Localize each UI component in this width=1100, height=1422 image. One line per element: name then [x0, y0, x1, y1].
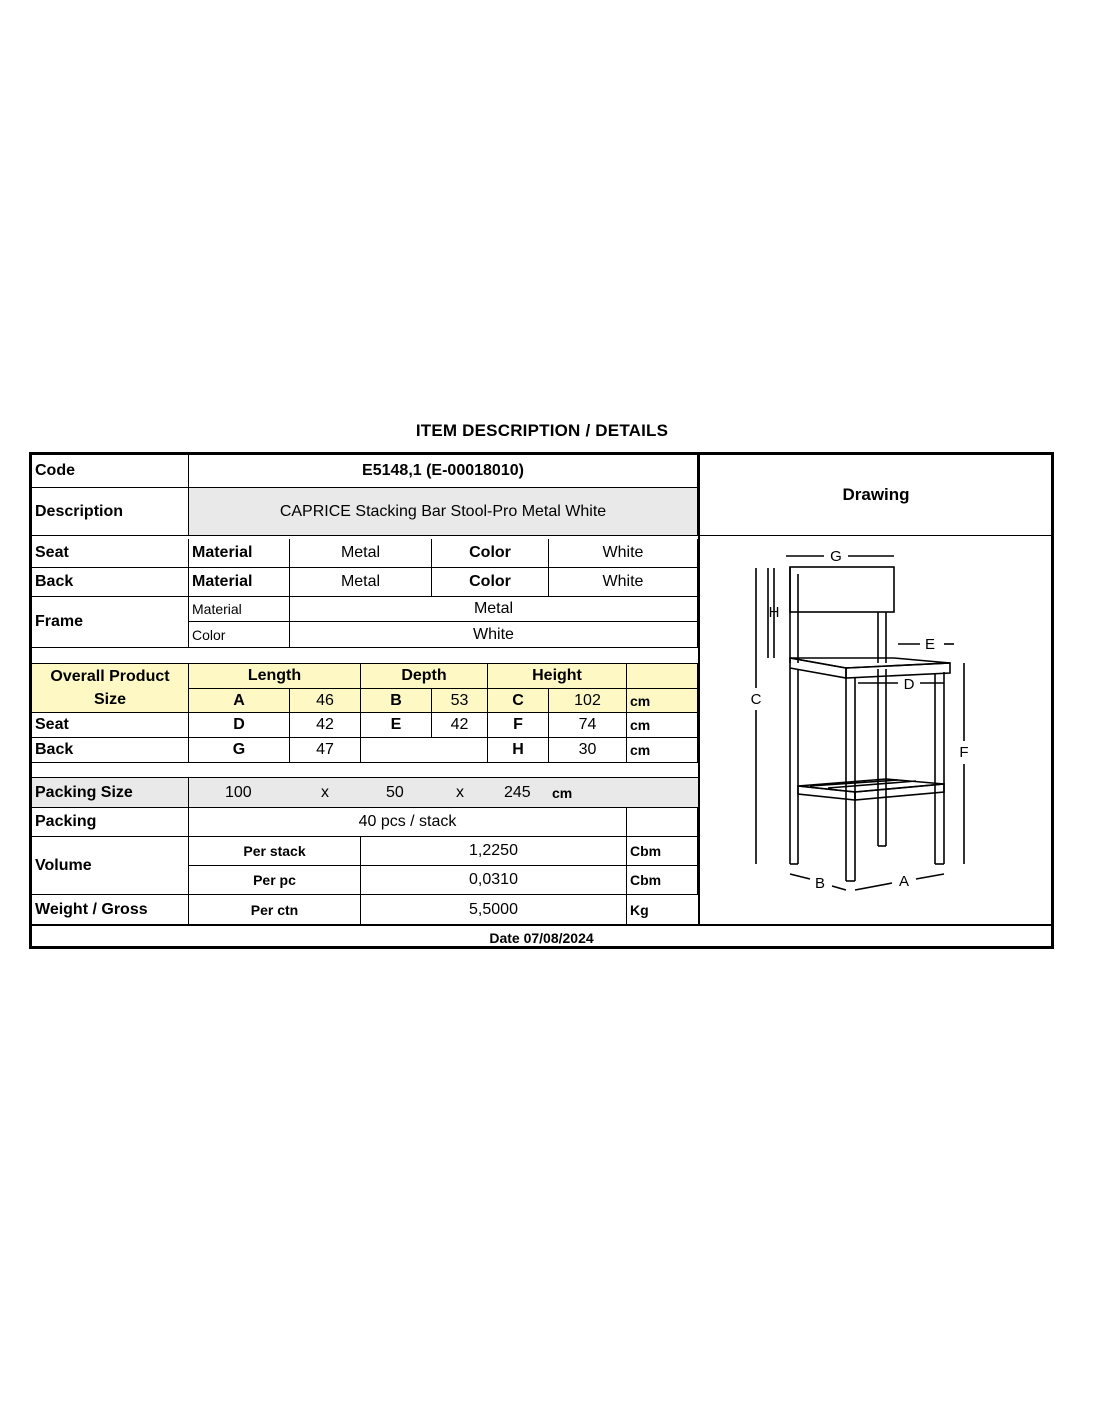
- code-value: E5148,1 (E-00018010): [189, 455, 698, 488]
- weight-unit: Kg: [630, 901, 649, 918]
- dim-b-value: 53: [432, 689, 488, 713]
- dim-e-value: 42: [432, 713, 488, 738]
- packing-size-width: 50: [386, 783, 404, 801]
- overall-size-label-line1: Overall Product: [50, 668, 170, 685]
- dim-c-value: 102: [549, 689, 627, 713]
- empty-back-cell: [361, 738, 488, 763]
- spacer-row: [32, 648, 698, 664]
- packing-label: Packing: [32, 808, 189, 837]
- description-value: CAPRICE Stacking Bar Stool-Pro Metal White: [189, 488, 698, 536]
- per-ctn-value: 5,5000: [361, 895, 627, 924]
- spacer-row-2: [32, 763, 698, 778]
- bar-stool-technical-drawing: [698, 536, 1054, 924]
- per-pc-value: 0,0310: [361, 866, 627, 895]
- empty-header-cell: [627, 664, 698, 689]
- dim-label-b: B: [814, 875, 826, 892]
- back-material-label: Material: [189, 568, 290, 597]
- seat-material-value: Metal: [290, 539, 432, 568]
- packing-size-x1: x: [321, 783, 329, 801]
- per-pc-label: Per pc: [189, 866, 361, 895]
- seat-label: Seat: [32, 539, 189, 568]
- code-label: Code: [32, 455, 189, 488]
- dim-f-value: 74: [549, 713, 627, 738]
- overall-size-label: [32, 664, 189, 713]
- dim-a-key: A: [189, 689, 290, 713]
- seat-material-label: Material: [189, 539, 290, 568]
- overall-unit: cm: [627, 689, 698, 713]
- dim-label-d: D: [903, 676, 915, 693]
- length-label: Length: [189, 664, 361, 689]
- packing-size-length: 100: [225, 783, 252, 801]
- back-material-value: Metal: [290, 568, 432, 597]
- frame-material-value: Metal: [290, 597, 698, 622]
- seat-unit: cm: [627, 713, 698, 738]
- frame-material-label: Material: [189, 597, 290, 622]
- back-unit: cm: [627, 738, 698, 763]
- drawing-label: Drawing: [698, 455, 1054, 536]
- packing-size-height: 245: [504, 783, 531, 801]
- spec-sheet: [29, 452, 1054, 949]
- dim-d-key: D: [189, 713, 290, 738]
- dim-f-key: F: [488, 713, 549, 738]
- overall-size-label-line2: Size: [93, 691, 126, 708]
- packing-size-value: [189, 778, 698, 808]
- frame-label: Frame: [32, 597, 189, 648]
- frame-color-label: Color: [189, 622, 290, 648]
- seat-color-label: Color: [432, 539, 549, 568]
- dim-label-a: A: [898, 873, 910, 890]
- size-back-label: Back: [32, 738, 189, 763]
- weight-label: Weight / Gross: [32, 895, 189, 924]
- stool-drawing: [698, 536, 1054, 924]
- per-pc-unit: Cbm: [627, 866, 698, 895]
- date-footer: Date 07/08/2024: [32, 924, 1051, 949]
- frame-color-value: White: [290, 622, 698, 648]
- dim-e-key: E: [361, 713, 432, 738]
- per-ctn-label: Per ctn: [189, 895, 361, 924]
- packing-value: 40 pcs / stack: [189, 808, 627, 837]
- description-label: Description: [32, 488, 189, 536]
- dim-a-value: 46: [290, 689, 361, 713]
- height-label: Height: [488, 664, 627, 689]
- dim-h-value: 30: [549, 738, 627, 763]
- size-seat-label: Seat: [32, 713, 189, 738]
- backrest-panel: [790, 567, 894, 612]
- dim-g-value: 47: [290, 738, 361, 763]
- depth-label: Depth: [361, 664, 488, 689]
- dim-label-e: E: [924, 636, 936, 653]
- dim-label-g: G: [830, 548, 842, 565]
- back-color-value: White: [549, 568, 698, 597]
- packing-empty-cell: [627, 808, 698, 837]
- packing-size-unit: cm: [552, 784, 573, 801]
- back-color-label: Color: [432, 568, 549, 597]
- dim-g-key: G: [189, 738, 290, 763]
- dim-b-key: B: [361, 689, 432, 713]
- volume-label: Volume: [32, 837, 189, 895]
- dim-label-f: F: [959, 744, 969, 761]
- seat-color-value: White: [549, 539, 698, 568]
- dim-h-key: H: [488, 738, 549, 763]
- back-label: Back: [32, 568, 189, 597]
- per-stack-value: 1,2250: [361, 837, 627, 866]
- dim-c-key: C: [488, 689, 549, 713]
- dim-label-c: C: [750, 691, 762, 708]
- dim-d-value: 42: [290, 713, 361, 738]
- packing-size-label: Packing Size: [32, 778, 189, 808]
- per-stack-unit: Cbm: [627, 837, 698, 866]
- page-title: ITEM DESCRIPTION / DETAILS: [415, 421, 669, 440]
- packing-size-x2: x: [456, 783, 464, 801]
- dim-label-h: H: [768, 604, 780, 621]
- per-stack-label: Per stack: [189, 837, 361, 866]
